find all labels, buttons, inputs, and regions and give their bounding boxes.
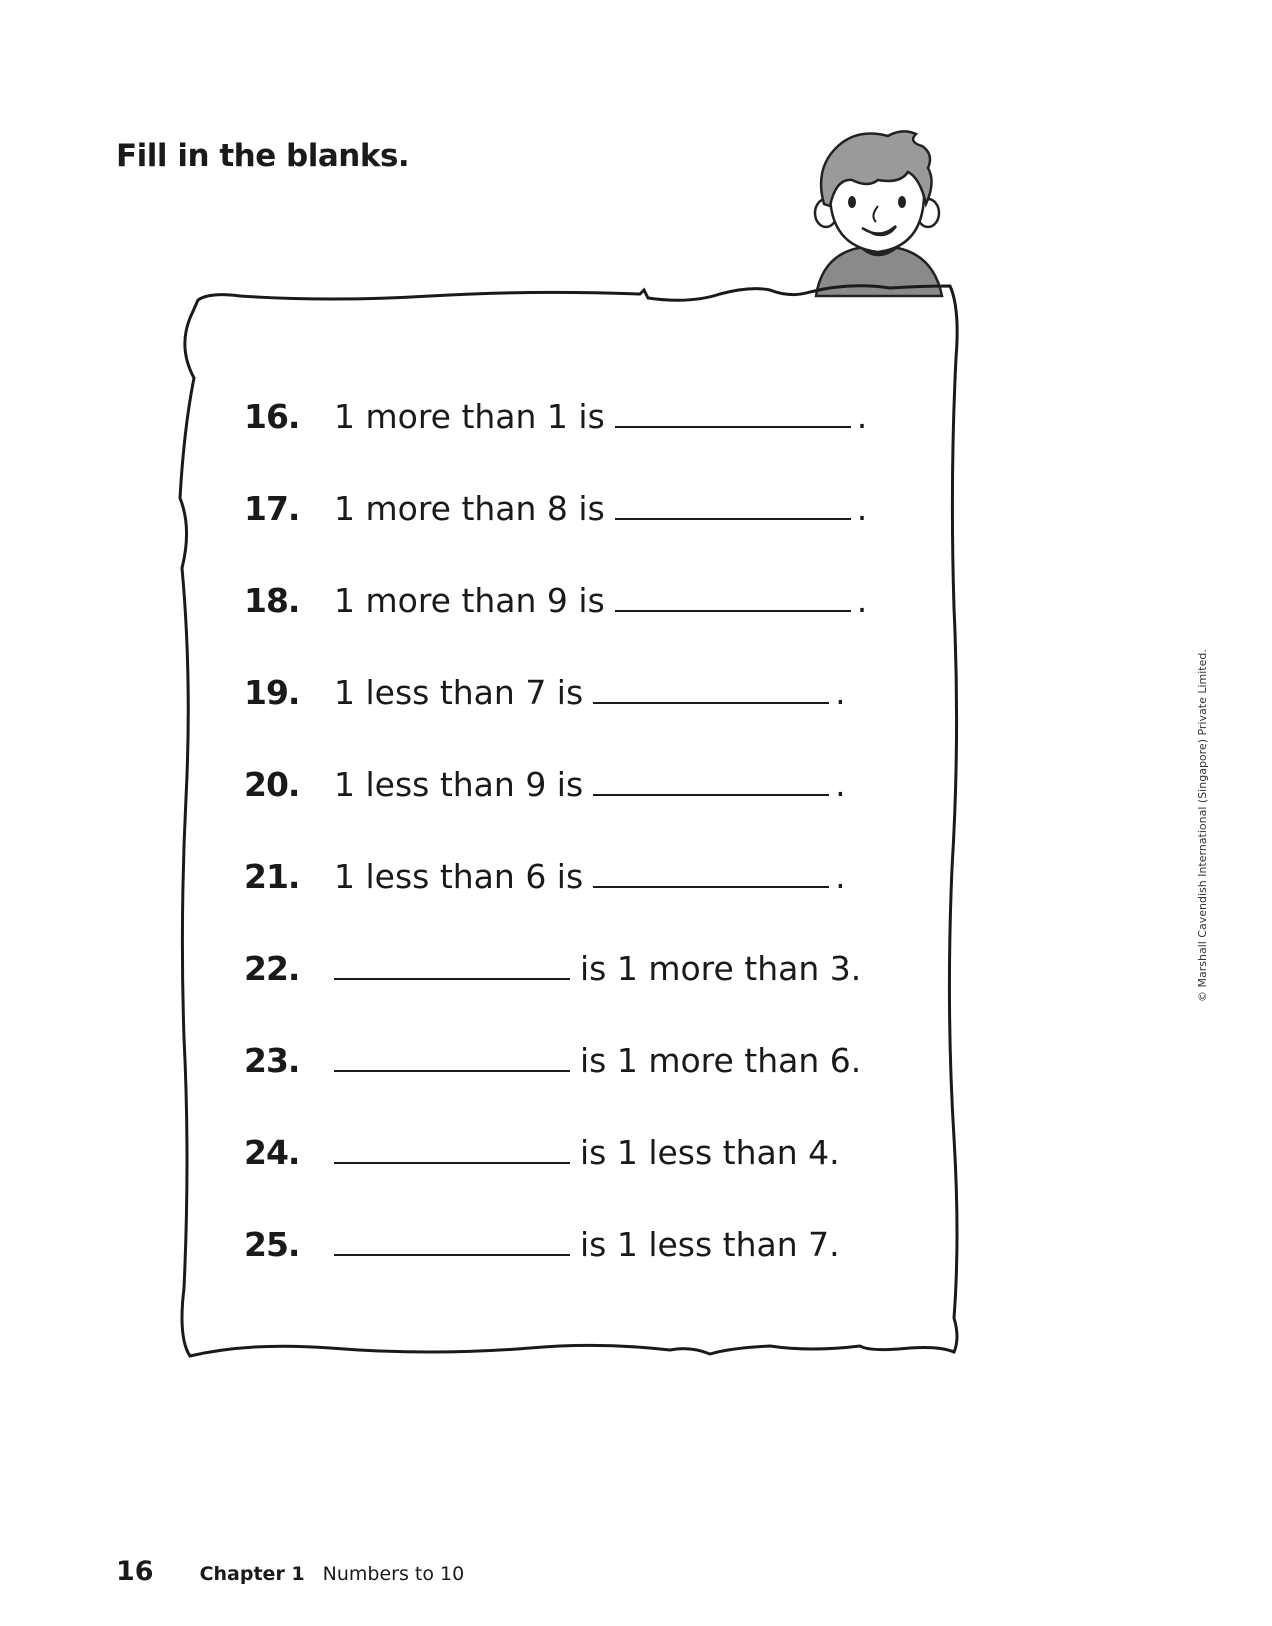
answer-blank[interactable] bbox=[615, 609, 851, 612]
answer-blank[interactable] bbox=[334, 1069, 570, 1072]
question-number: 20. bbox=[244, 765, 300, 804]
question-text: 1 less than 9 is bbox=[334, 765, 584, 804]
question-end: . bbox=[835, 765, 846, 804]
question-end: . bbox=[835, 857, 846, 896]
question-text: is 1 more than 3. bbox=[580, 949, 862, 988]
question-text: 1 more than 8 is bbox=[334, 489, 605, 528]
answer-blank[interactable] bbox=[593, 793, 829, 796]
answer-blank[interactable] bbox=[615, 425, 851, 428]
chapter-label: Chapter 1 bbox=[199, 1563, 305, 1585]
question-number: 16. bbox=[244, 397, 300, 436]
question-end: . bbox=[856, 489, 868, 528]
question-end: . bbox=[856, 581, 868, 620]
instruction-heading: Fill in the blanks. bbox=[116, 138, 410, 174]
question-end: . bbox=[835, 673, 846, 712]
question-body bbox=[334, 1041, 861, 1080]
question-body bbox=[334, 397, 867, 436]
question-text: 1 more than 9 is bbox=[334, 581, 605, 620]
question-body bbox=[334, 581, 867, 620]
answer-blank[interactable] bbox=[593, 701, 829, 704]
question-number: 25. bbox=[244, 1225, 300, 1264]
question-body bbox=[334, 857, 846, 896]
question-body bbox=[334, 1225, 840, 1264]
question-text: 1 more than 1 is bbox=[334, 397, 605, 436]
chapter-title: Numbers to 10 bbox=[322, 1563, 465, 1585]
question-text: is 1 less than 7. bbox=[580, 1225, 840, 1264]
question-body bbox=[334, 1133, 840, 1172]
question-body bbox=[334, 489, 867, 528]
question-number: 23. bbox=[244, 1041, 300, 1080]
question-number: 17. bbox=[244, 489, 300, 528]
question-number: 21. bbox=[244, 857, 300, 896]
question-body bbox=[334, 765, 846, 804]
question-text: 1 less than 7 is bbox=[334, 673, 584, 712]
page-number: 16 bbox=[116, 1556, 154, 1587]
question-body bbox=[334, 673, 846, 712]
question-text: is 1 less than 4. bbox=[580, 1133, 840, 1172]
question-text: is 1 more than 6. bbox=[580, 1041, 862, 1080]
answer-blank[interactable] bbox=[334, 1161, 570, 1164]
answer-blank[interactable] bbox=[593, 885, 829, 888]
question-number: 18. bbox=[244, 581, 300, 620]
question-number: 22. bbox=[244, 949, 300, 988]
page-footer bbox=[116, 1556, 464, 1587]
answer-blank[interactable] bbox=[334, 1253, 570, 1256]
copyright-notice: © Marshall Cavendish International (Singapore) Private Limited. bbox=[1196, 649, 1209, 1002]
answer-blank[interactable] bbox=[615, 517, 851, 520]
question-end: . bbox=[856, 397, 868, 436]
question-number: 24. bbox=[244, 1133, 300, 1172]
question-text: 1 less than 6 is bbox=[334, 857, 584, 896]
answer-blank[interactable] bbox=[334, 977, 570, 980]
question-number: 19. bbox=[244, 673, 300, 712]
question-body bbox=[334, 949, 861, 988]
